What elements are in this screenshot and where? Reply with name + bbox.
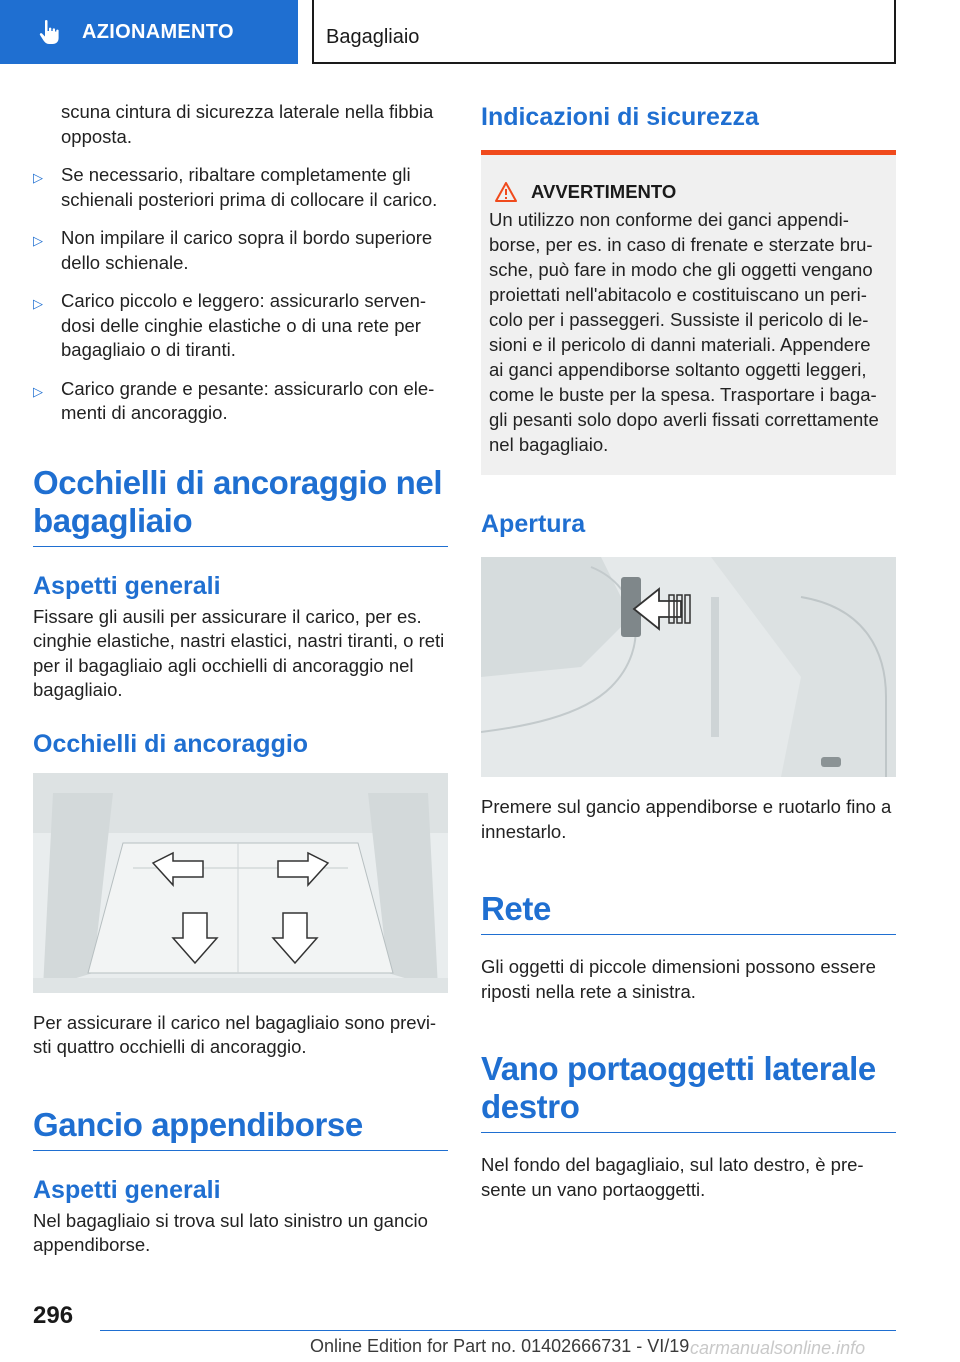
triangle-bullet-icon: ▷ (33, 296, 43, 311)
bullet-text: Carico grande e pesante: assicurarlo con ele-menti di ancoraggio. (61, 377, 435, 423)
chapter-label: Bagagliaio (326, 26, 420, 48)
triangle-bullet-icon: ▷ (33, 233, 43, 248)
caption-apertura: Premere sul gancio appendiborse e ruotarlo fino a innestarlo. (481, 796, 892, 842)
heading-gancio: Gancio appendiborse (33, 1106, 448, 1151)
list-item (33, 377, 448, 426)
heading-rete: Rete (481, 890, 896, 935)
page-number: 296 (33, 1302, 74, 1329)
paragraph-vano: Nel fondo del bagagliaio, sul lato destro, è pre-sente un vano portaoggetti. (481, 1154, 864, 1200)
list-item (33, 163, 448, 212)
trunk-anchor-figure (33, 773, 448, 993)
bullet-text: Carico piccolo e leggero: assicurarlo serven-dosi delle cinghie elastiche o di una rete per bagagliaio o di tiranti. (61, 290, 427, 360)
intro-continuation: scuna cintura di sicurezza laterale nella fibbia opposta. (61, 101, 434, 147)
heading-vano: Vano portaoggetti laterale destro (481, 1050, 896, 1133)
heading-aspetti-generali-2: Aspetti generali (33, 1175, 221, 1204)
paragraph-gancio: Nel bagagliaio si trova sul lato sinistro un gancio appendiborse. (33, 1209, 428, 1255)
bullet-text: Se necessario, ribaltare completamente gli schienali posteriori prima di collocare il carico. (61, 164, 438, 210)
bag-hook-figure (481, 557, 896, 777)
chapter-header (312, 0, 896, 64)
right-column (481, 100, 896, 1202)
paragraph-rete: Gli oggetti di piccole dimensioni possono essere riposti nella rete a sinistra. (481, 956, 876, 1002)
section-label: AZIONAMENTO (82, 20, 234, 43)
triangle-bullet-icon: ▷ (33, 383, 43, 399)
list-item (33, 226, 448, 275)
heading-apertura: Apertura (481, 510, 586, 538)
list-item (33, 289, 448, 363)
pointing-hand-icon (36, 18, 64, 46)
bullet-list (33, 163, 448, 426)
heading-aspetti-generali: Aspetti generali (33, 571, 221, 600)
warning-triangle-icon (495, 182, 517, 202)
heading-occhielli: Occhielli di ancoraggio nel bagagliaio (33, 464, 448, 547)
heading-occhielli-ancoraggio: Occhielli di ancoraggio (33, 729, 309, 758)
warning-box (481, 155, 896, 475)
left-column (33, 100, 448, 1258)
warning-title-text: AVVERTIMENTO (531, 181, 677, 202)
watermark-text: carmanualsonline.info (690, 1338, 866, 1358)
footer-divider (100, 1330, 896, 1331)
paragraph-aspetti: Fissare gli ausili per assicurare il carico, per es. cinghie elastiche, nastri elastici, nastri tiranti, o reti per il bagagliaio agli occhielli di ancoraggio nel bagagliaio. (33, 605, 445, 700)
caption-occhielli: Per assicurare il carico nel bagagliaio sono previ-sti quattro occhielli di ancoraggio. (33, 1011, 437, 1057)
section-tab (0, 0, 298, 64)
triangle-bullet-icon: ▷ (33, 170, 43, 185)
warning-text: Un utilizzo non conforme dei ganci appendi-borse, per es. in caso di frenate e sterzate bru-sche, può fare in modo che gli oggetti vengano proiettati nell'abitacolo e costituiscano un peri-colo per i passeggeri. Sussiste il pericolo di le-sioni e il pericolo di danni materiali. Appendere ai ganci appendiborse soltanto oggetti leggeri, come le buste per la spesa. Trasportare i baga-gli pesanti solo dopo averli fissati correttamente nel bagagliaio. (489, 209, 879, 455)
heading-sicurezza: Indicazioni di sicurezza (481, 102, 896, 155)
warning-title (489, 181, 888, 203)
edition-text: Online Edition for Part no. 01402666731 - VI/19 (310, 1336, 690, 1356)
bullet-text: Non impilare il carico sopra il bordo superiore dello schienale. (61, 227, 433, 273)
